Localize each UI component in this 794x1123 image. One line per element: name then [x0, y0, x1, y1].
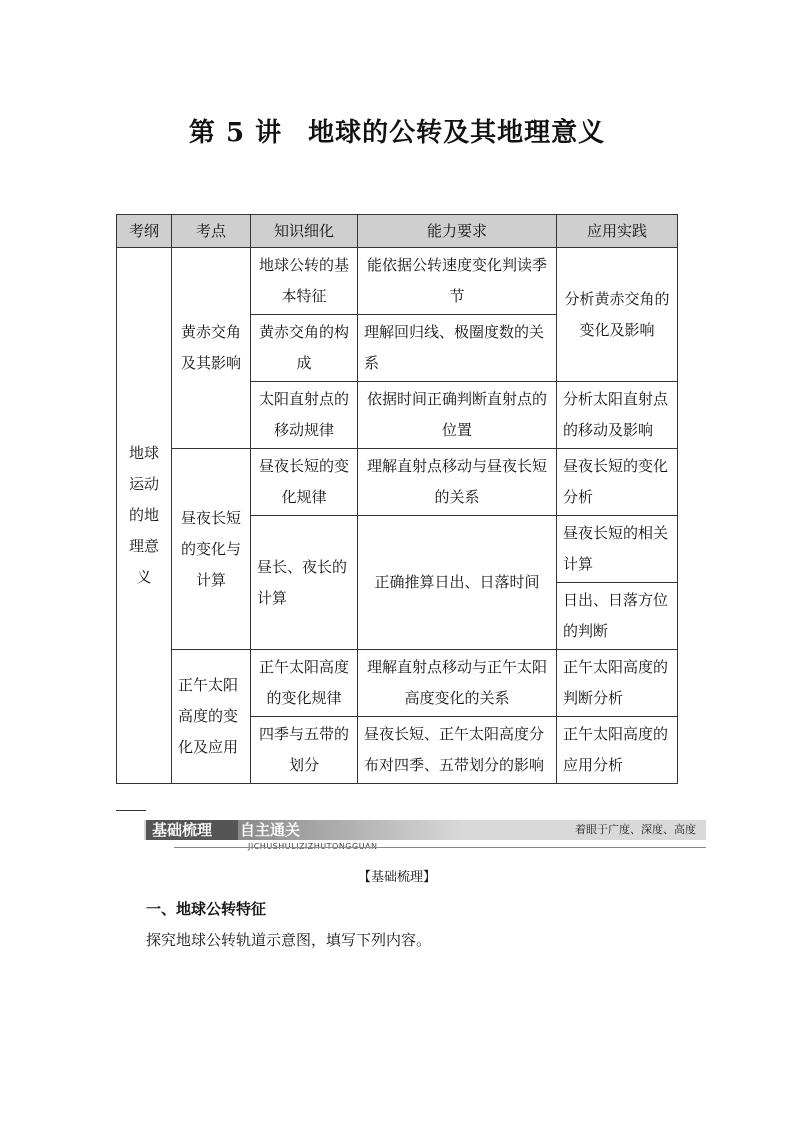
- lecture-topic: 地球的公转及其地理意义: [308, 118, 606, 148]
- practice-cell: 昼夜长短的相关计算: [557, 516, 678, 583]
- topic-cell: 昼夜长短的变化与计算: [172, 449, 251, 650]
- lecture-number: 第 5 讲: [188, 118, 283, 148]
- header-practice: 应用实践: [557, 215, 678, 248]
- practice-cell: 分析黄赤交角的变化及影响: [557, 248, 678, 382]
- section-tag: 【基础梳理】: [357, 870, 436, 885]
- knowledge-cell: 正午太阳高度的变化规律: [251, 650, 358, 717]
- header-knowledge: 知识细化: [251, 215, 358, 248]
- knowledge-cell: 昼长、夜长的计算: [251, 516, 358, 650]
- ability-cell: 理解直射点移动与昼夜长短的关系: [358, 449, 557, 516]
- section-heading: 一、地球公转特征: [146, 900, 267, 918]
- practice-cell: 昼夜长短的变化分析: [557, 449, 678, 516]
- knowledge-cell: 昼夜长短的变化规律: [251, 449, 358, 516]
- header-ability: 能力要求: [358, 215, 557, 248]
- banner-underline: [174, 847, 706, 848]
- divider: [116, 810, 146, 811]
- header-topic: 考点: [172, 215, 251, 248]
- ability-cell: 能依据公转速度变化判读季节: [358, 248, 557, 315]
- table-header-row: [117, 215, 678, 248]
- syllabus-cell: 地球运动的地理意义: [117, 248, 172, 784]
- knowledge-cell: 四季与五带的划分: [251, 717, 358, 784]
- practice-cell: 正午太阳高度的判断分析: [557, 650, 678, 717]
- knowledge-cell: 太阳直射点的移动规律: [251, 382, 358, 449]
- ability-cell: 理解回归线、极圈度数的关系: [358, 315, 557, 382]
- ability-cell: 理解直射点移动与正午太阳高度变化的关系: [358, 650, 557, 717]
- knowledge-cell: 地球公转的基本特征: [251, 248, 358, 315]
- table-row: [117, 650, 678, 717]
- instruction-text: 探究地球公转轨道示意图，填写下列内容。: [146, 931, 432, 949]
- practice-cell: 正午太阳高度的应用分析: [557, 717, 678, 784]
- syllabus-table: [116, 214, 678, 784]
- page-title: [0, 112, 794, 149]
- topic-cell: 黄赤交角及其影响: [172, 248, 251, 449]
- banner-motto: 着眼于广度、深度、高度: [575, 823, 696, 836]
- knowledge-cell: 黄赤交角的构成: [251, 315, 358, 382]
- topic-cell: 正午太阳高度的变化及应用: [172, 650, 251, 784]
- ability-cell: 正确推算日出、日落时间: [358, 516, 557, 650]
- ability-cell: 昼夜长短、正午太阳高度分布对四季、五带划分的影响: [358, 717, 557, 784]
- header-syllabus: 考纲: [117, 215, 172, 248]
- banner-label-self: 自主通关: [238, 820, 464, 840]
- section-banner: [144, 820, 706, 848]
- banner-label-basic: 基础梳理: [146, 820, 238, 840]
- practice-cell: 日出、日落方位的判断: [557, 583, 678, 650]
- table-row: [117, 449, 678, 516]
- table-row: [117, 248, 678, 315]
- practice-cell: 分析太阳直射点的移动及影响: [557, 382, 678, 449]
- ability-cell: 依据时间正确判断直射点的位置: [358, 382, 557, 449]
